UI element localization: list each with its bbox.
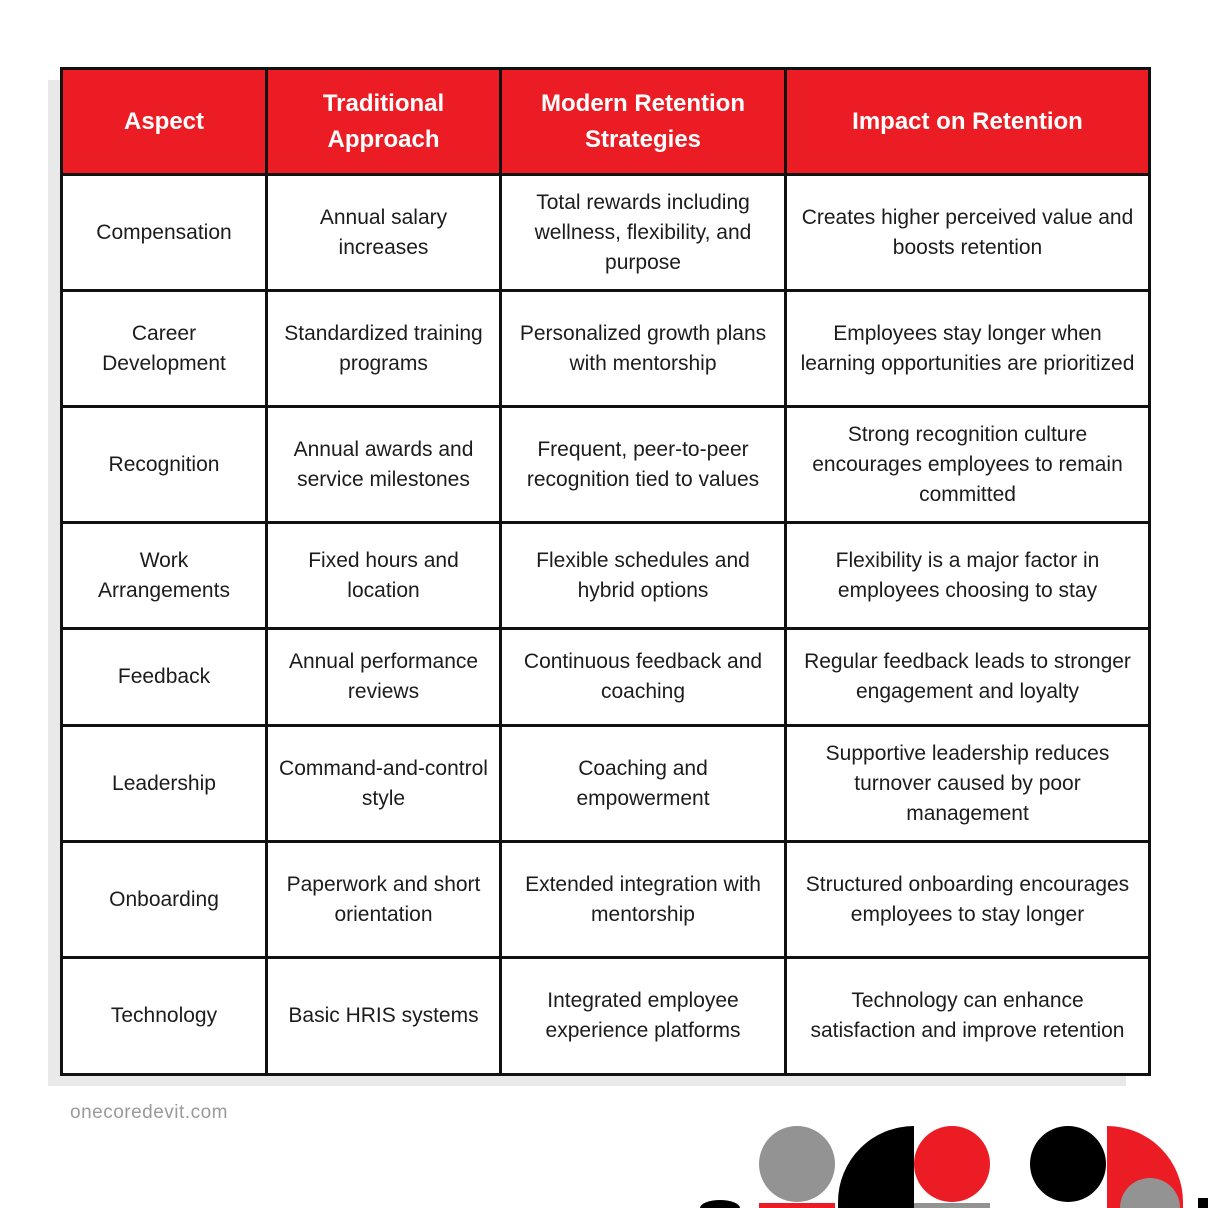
black-sliver-shape <box>1198 1198 1208 1208</box>
cell-modern: Integrated employee experience platforms <box>501 958 786 1075</box>
cell-aspect: Feedback <box>62 629 267 726</box>
black-circle-shape <box>1030 1126 1106 1202</box>
cell-impact: Flexibility is a major factor in employees choosing to stay <box>786 523 1150 629</box>
cell-modern: Coaching and empowerment <box>501 726 786 842</box>
cell-impact: Strong recognition culture encourages employees to remain committed <box>786 407 1150 523</box>
cell-traditional: Annual awards and service milestones <box>267 407 501 523</box>
cell-aspect: Compensation <box>62 175 267 291</box>
cell-aspect: Leadership <box>62 726 267 842</box>
cell-impact: Structured onboarding encourages employees to stay longer <box>786 842 1150 958</box>
cell-aspect: Work Arrangements <box>62 523 267 629</box>
cell-aspect: Recognition <box>62 407 267 523</box>
red-circle-shape <box>914 1126 990 1202</box>
header-aspect: Aspect <box>62 69 267 175</box>
black-quarter-shape <box>838 1126 914 1208</box>
cell-modern: Flexible schedules and hybrid options <box>501 523 786 629</box>
cell-traditional: Standardized training programs <box>267 291 501 407</box>
cell-modern: Frequent, peer-to-peer recognition tied to values <box>501 407 786 523</box>
cell-impact: Creates higher perceived value and boosts retention <box>786 175 1150 291</box>
cell-impact: Employees stay longer when learning opportunities are prioritized <box>786 291 1150 407</box>
cell-traditional: Command-and-control style <box>267 726 501 842</box>
cell-traditional: Annual salary increases <box>267 175 501 291</box>
cell-traditional: Annual performance reviews <box>267 629 501 726</box>
cell-modern: Extended integration with mentorship <box>501 842 786 958</box>
cell-aspect: Technology <box>62 958 267 1075</box>
cell-modern: Continuous feedback and coaching <box>501 629 786 726</box>
gray-circle-shape <box>759 1126 835 1202</box>
header-traditional-approach: Traditional Approach <box>267 69 501 175</box>
cell-aspect: Career Development <box>62 291 267 407</box>
cell-modern: Total rewards including wellness, flexibility, and purpose <box>501 175 786 291</box>
cell-traditional: Paperwork and short orientation <box>267 842 501 958</box>
gray-bar-shape <box>914 1203 990 1208</box>
cell-impact: Supportive leadership reduces turnover caused by poor management <box>786 726 1150 842</box>
cell-impact: Regular feedback leads to stronger engagement and loyalty <box>786 629 1150 726</box>
footer-url: onecoredevit.com <box>70 1102 228 1123</box>
red-bar-shape <box>759 1203 835 1208</box>
header-impact: Impact on Retention <box>786 69 1150 175</box>
header-modern-strategies: Modern Retention Strategies <box>501 69 786 175</box>
cell-modern: Personalized growth plans with mentorship <box>501 291 786 407</box>
cell-aspect: Onboarding <box>62 842 267 958</box>
black-arc-shape <box>700 1200 740 1208</box>
cell-traditional: Basic HRIS systems <box>267 958 501 1075</box>
cell-traditional: Fixed hours and location <box>267 523 501 629</box>
cell-impact: Technology can enhance satisfaction and improve retention <box>786 958 1150 1075</box>
